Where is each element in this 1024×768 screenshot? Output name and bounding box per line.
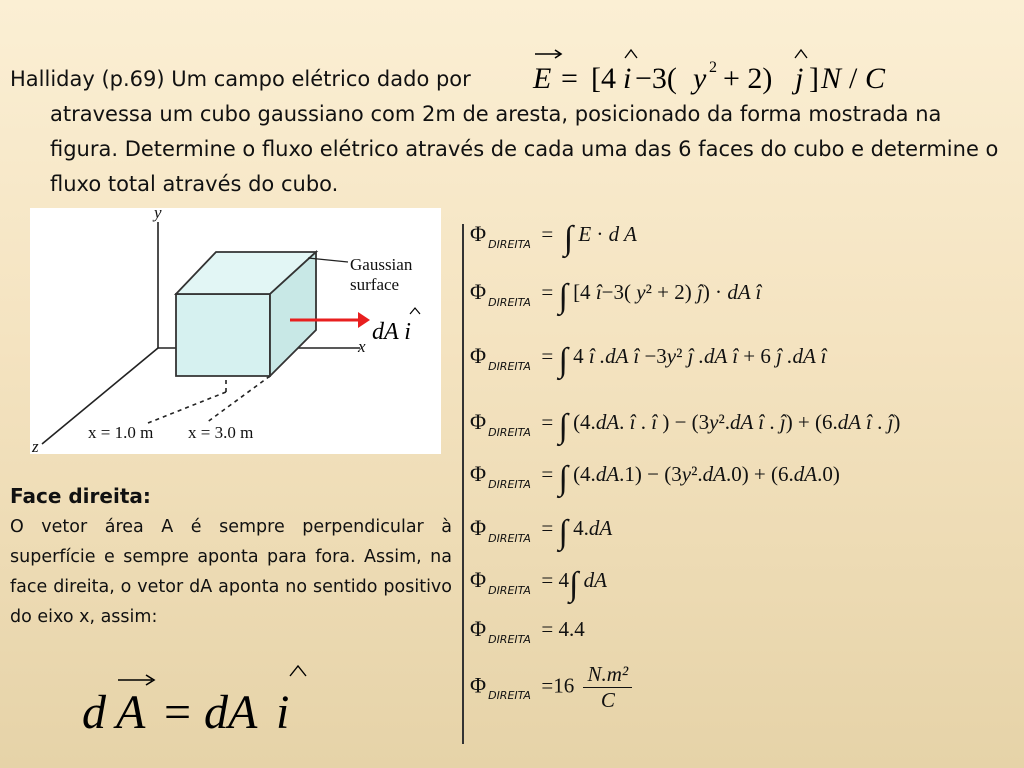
area-vector-svg [80,662,340,742]
svg-text:+ 2): + 2) [723,62,773,95]
surface-label-2: surface [350,275,400,294]
svg-text:dA: dA [204,686,258,739]
equation-row: Φ $_{DIREITA}$ = 4.4 [470,616,585,646]
cube-figure-svg [30,208,441,454]
equation-row: Φ $_{DIREITA}$ = ∫ (4.dA.1) − (3y².dA.0) + (6.dA.0) [470,460,840,497]
axis-z-label: z [32,437,39,454]
svg-text:y: y [693,62,707,95]
face-title: Face direita: [10,484,151,508]
svg-text:E: E [533,62,552,95]
svg-text:i: i [623,62,632,95]
svg-text:i: i [276,686,290,739]
problem-rest: atravessa um cubo gaussiano com 2m de aresta, posicionado da forma mostrada na figura. Determine o fluxo elétrico através de cada uma das 6 faces do cubo e determine o fluxo total através do cubo. [50,102,999,196]
field-equation-svg [515,42,905,100]
svg-text:=: = [561,62,578,95]
surface-label-1: Gaussian [350,255,413,274]
cube-figure [30,208,441,454]
svg-text:/: / [849,62,858,95]
axis-x-label: x [358,337,366,356]
problem-line-1: Halliday (p.69) Um campo elétrico dado por [10,67,471,91]
svg-text:N: N [821,62,842,95]
svg-text:[4: [4 [591,62,616,95]
svg-text:C: C [865,62,886,95]
equation-row: Φ $_{DIREITA}$ = ∫ (4.dA. î . î ) − (3y².dA î . ĵ) + (6.dA î . ĵ) [470,408,901,445]
vector-label: dA i [372,319,411,345]
x2-label: x = 3.0 m [188,423,254,442]
equation-row-final: Φ $_{DIREITA}$ =16 $\frac{\text{N.m²}}{C}$ [470,662,632,713]
equation-row: Φ $_{DIREITA}$ = ∫ E · d A [470,220,637,257]
x1-label: x = 1.0 m [88,423,154,442]
svg-text:A: A [116,686,146,739]
svg-text:2: 2 [709,59,717,76]
equation-row: Φ $_{DIREITA}$ = ∫ [4 î−3( y² + 2) ĵ) · dA î [470,278,762,315]
field-equation [515,42,905,104]
svg-text:=: = [164,686,192,739]
equation-row: Φ $_{DIREITA}$ = 4∫ dA [470,566,607,603]
equation-row: Φ $_{DIREITA}$ = ∫ 4 î .dA î −3y² ĵ .dA î + 6 ĵ .dA î [470,342,827,379]
face-text: O vetor área A é sempre perpendicular à superfície e sempre aponta para fora. Assim, na face direita, o vetor dA aponta no sentido positivo do eixo x, assim: [10,517,452,627]
equation-row: Φ $_{DIREITA}$ = ∫ 4.dA [470,514,613,551]
svg-text:d: d [82,686,106,739]
area-vector-equation [80,662,340,746]
axis-y-label: y [154,208,162,222]
svg-text:]: ] [809,62,819,95]
divider-line [462,224,464,744]
svg-text:−3(: −3( [635,62,677,95]
svg-text:j: j [795,62,804,95]
